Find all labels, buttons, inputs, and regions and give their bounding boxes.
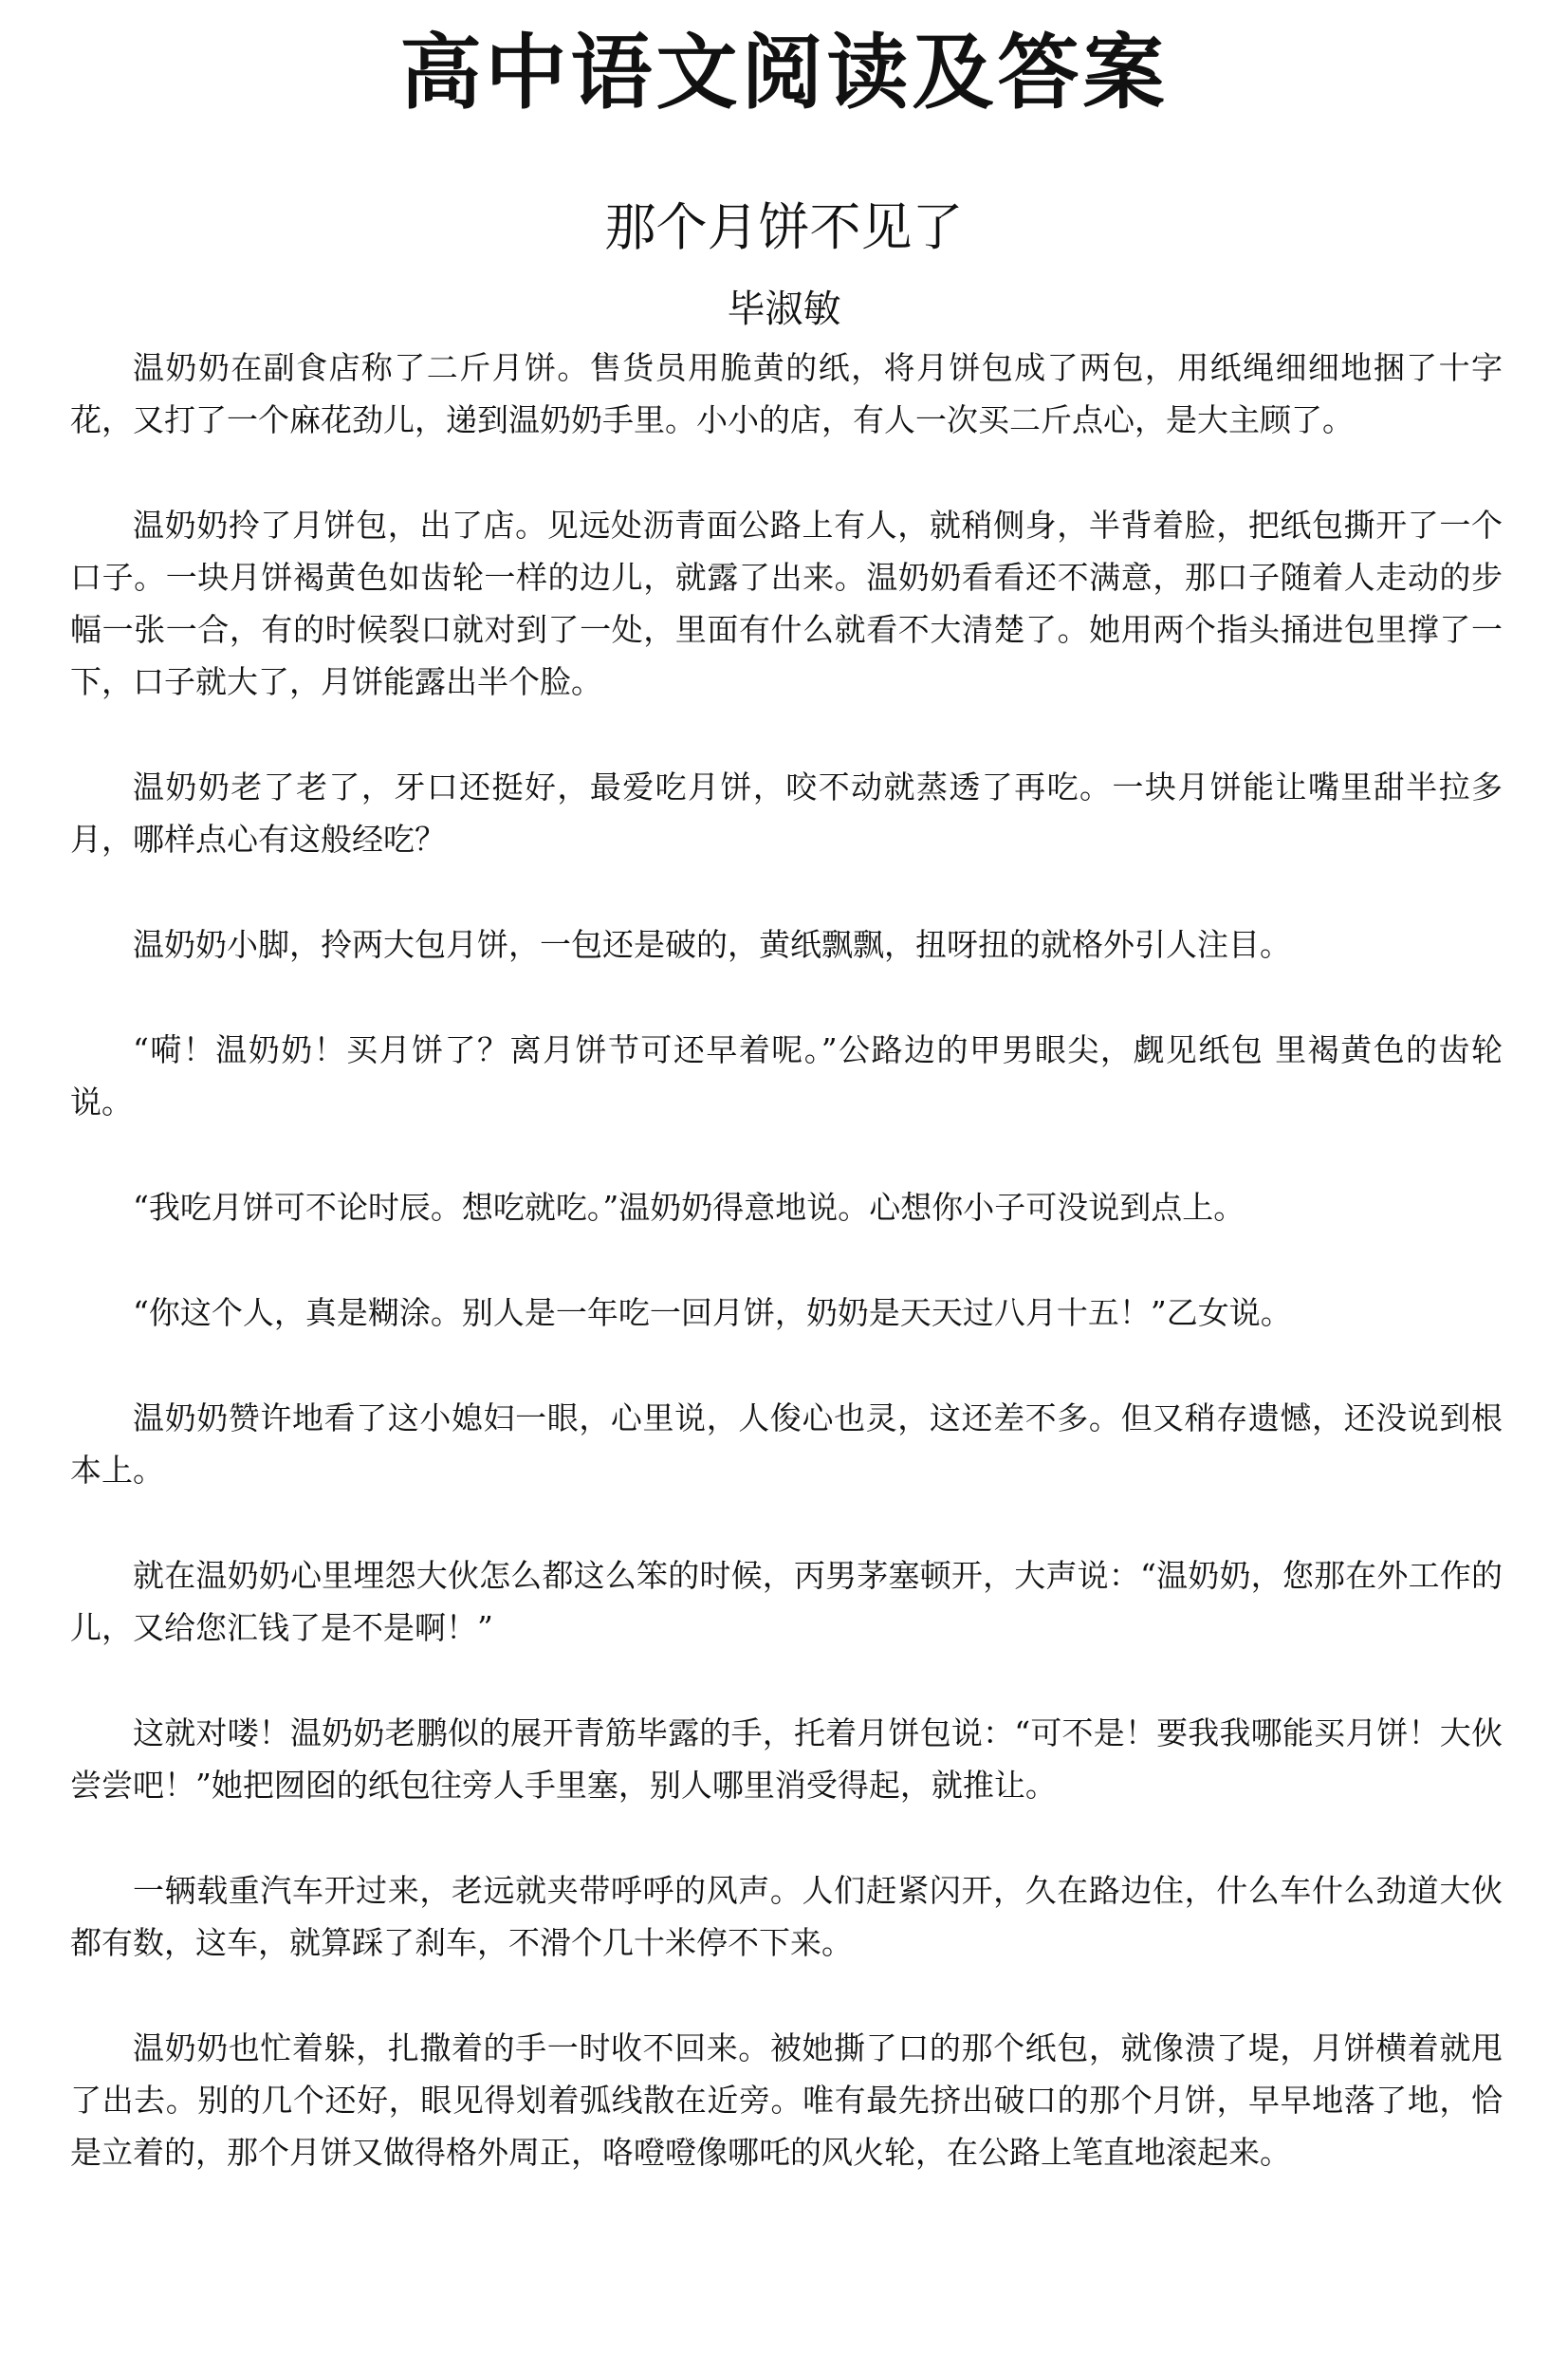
paragraph: 一辆载重汽车开过来，老远就夹带呼呼的风声。人们赶紧闪开，久在路边住，什么车什么劲道大伙都有数，这车，就算踩了刹车，不滑个几十米停不下来。: [70, 1872, 1503, 1961]
paragraph: 温奶奶拎了月饼包，出了店。见远处沥青面公路上有人，就稍侧身，半背着脸，把纸包撕开了一个口子。一块月饼褐黄色如齿轮一样的边儿，就露了出来。温奶奶看看还不满意，那口子随着人走动的步幅一张一合，有的时候裂口就对到了一处，里面有什么就看不大清楚了。她用两个指头捅进包里撑了一下，口子就大了，月饼能露出半个脸。: [70, 507, 1503, 700]
paragraph: “嗬！温奶奶！买月饼了？离月饼节可还早着呢。”公路边的甲男眼尖，觑见纸包 里褐黄色的齿轮说。: [70, 1031, 1503, 1121]
paragraph: 温奶奶在副食店称了二斤月饼。售货员用脆黄的纸，将月饼包成了两包，用纸绳细细地捆了十字花，又打了一个麻花劲儿，递到温奶奶手里。小小的店，有人一次买二斤点心，是大主顾了。: [70, 349, 1503, 438]
document-title: 高中语文阅读及答案: [399, 25, 1169, 120]
paragraph: 温奶奶小脚，拎两大包月饼，一包还是破的，黄纸飘飘，扭呀扭的就格外引人注目。: [133, 926, 1291, 963]
paragraph: 温奶奶老了老了，牙口还挺好，最爱吃月饼，咬不动就蒸透了再吃。一块月饼能让嘴里甜半拉多月，哪样点心有这般经吃？: [70, 769, 1503, 858]
paragraph: 就在温奶奶心里埋怨大伙怎么都这么笨的时候，丙男茅塞顿开，大声说：“温奶奶，您那在外工作的儿，又给您汇钱了是不是啊！”: [70, 1557, 1503, 1646]
paragraph: 温奶奶赞许地看了这小媳妇一眼，心里说，人俊心也灵，这还差不多。但又稍存遗憾，还没说到根本上。: [70, 1399, 1503, 1489]
author-name: 毕淑敏: [727, 287, 841, 331]
paragraph: 这就对喽！温奶奶老鹏似的展开青筋毕露的手，托着月饼包说：“可不是！要我我哪能买月饼！大伙尝尝吧！”她把囫囵的纸包往旁人手里塞，别人哪里消受得起，就推让。: [70, 1714, 1503, 1804]
paragraph: “你这个人，真是糊涂。别人是一年吃一回月饼，奶奶是天天过八月十五！”乙女说。: [133, 1294, 1292, 1331]
paragraph: 温奶奶也忙着躲，扎撒着的手一时收不回来。被她撕了口的那个纸包，就像溃了堤，月饼横着就甩了出去。别的几个还好，眼见得划着弧线散在近旁。唯有最先挤出破口的那个月饼，早早地落了地，恰是立着的，那个月饼又做得格外周正，咯噔噔像哪吒的风火轮，在公路上笔直地滚起来。: [70, 2029, 1503, 2171]
story-title: 那个月饼不见了: [604, 197, 964, 257]
paragraph: “我吃月饼可不论时辰。想吃就吃。”温奶奶得意地说。心想你小子可没说到点上。: [133, 1189, 1245, 1226]
story-body: [70, 342, 1503, 2178]
